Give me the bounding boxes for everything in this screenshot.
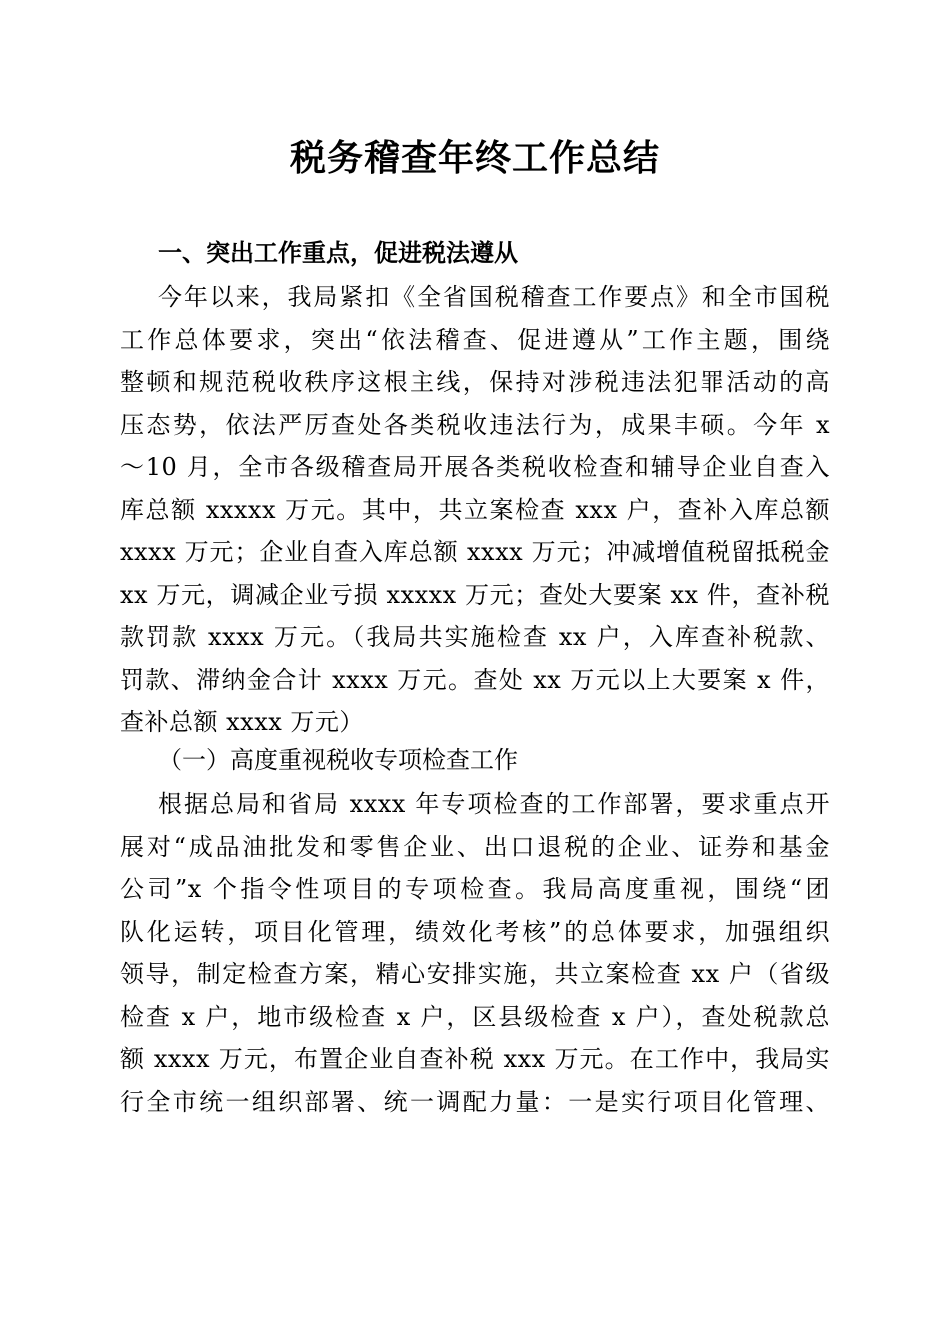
paragraph-line: 整顿和规范税收秩序这根主线，保持对涉税违法犯罪活动的高	[120, 368, 830, 396]
paragraph-line: ～10 月，全市各级稽查局开展各类税收检查和辅导企业自查入	[120, 453, 830, 481]
document-title: 税务稽查年终工作总结	[289, 138, 660, 179]
paragraph-line: 压态势，依法严厉查处各类税收违法行为，成果丰硕。今年 x	[120, 410, 830, 439]
paragraph-line: 根据总局和省局 xxxx 年专项检查的工作部署，要求重点开	[158, 790, 830, 818]
paragraph-line: 队化运转，项目化管理，绩效化考核”的总体要求，加强组织	[120, 917, 830, 946]
paragraph-line: 领导，制定检查方案，精心安排实施，共立案检查 xx 户（省级	[120, 960, 830, 988]
paragraph-line: 罚款、滞纳金合计 xxxx 万元。查处 xx 万元以上大要案 x 件，	[120, 665, 830, 694]
paragraph-line: 今年以来，我局紧扣《全省国税稽查工作要点》和全市国税	[158, 283, 830, 311]
paragraph-line: 库总额 xxxxx 万元。其中，共立案检查 xxx 户，查补入库总额	[120, 495, 830, 524]
subsection-heading: （一）高度重视税收专项检查工作	[158, 746, 518, 774]
paragraph-line: 检查 x 户，地市级检查 x 户，区县级检查 x 户），查处税款总	[120, 1002, 830, 1031]
section-heading: 一、突出工作重点，促进税法遵从	[158, 239, 518, 267]
paragraph-2	[120, 783, 830, 1123]
paragraph-line: xx 万元，调减企业亏损 xxxxx 万元；查处大要案 xx 件，查补税	[120, 580, 830, 609]
paragraph-line: 额 xxxx 万元，布置企业自查补税 xxx 万元。在工作中，我局实	[120, 1045, 830, 1073]
paragraph-line: xxxx 万元；企业自查入库总额 xxxx 万元；冲减增值税留抵税金	[120, 538, 830, 566]
paragraph-1	[120, 276, 830, 744]
paragraph-line: 工作总体要求，突出“依法稽查、促进遵从”工作主题，围绕	[120, 325, 830, 354]
paragraph-line: 款罚款 xxxx 万元。（我局共实施检查 xx 户，入库查补税款、	[120, 623, 830, 651]
paragraph-line: 查补总额 xxxx 万元）	[120, 708, 364, 736]
paragraph-line: 展对“成品油批发和零售企业、出口退税的企业、证券和基金	[120, 832, 830, 861]
paragraph-line: 行全市统一组织部署、统一调配力量：一是实行项目化管理、	[120, 1087, 830, 1116]
paragraph-line: 公司”x 个指令性项目的专项检查。我局高度重视，围绕“团	[120, 875, 830, 903]
